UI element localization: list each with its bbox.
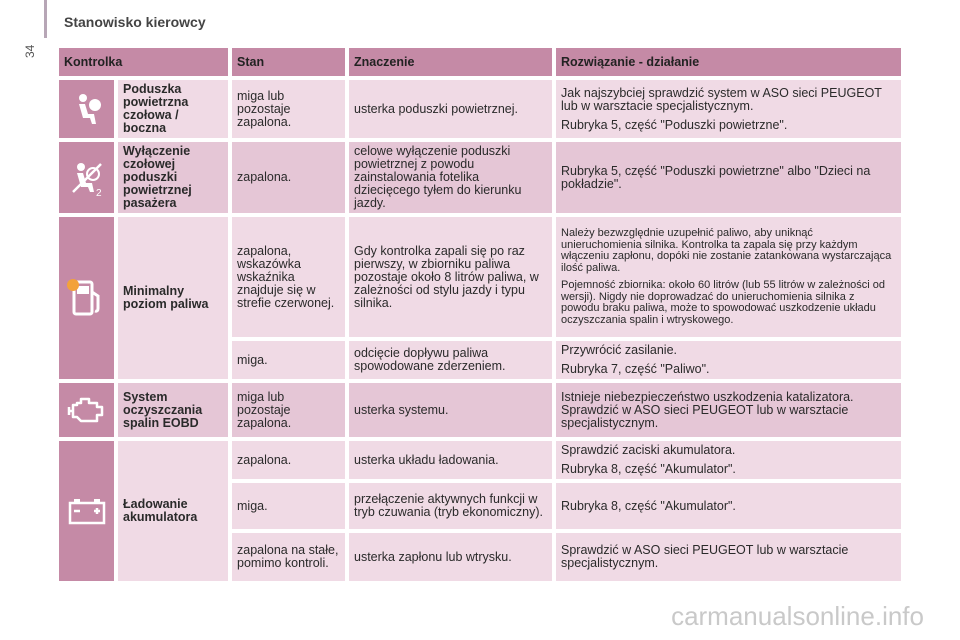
action-cell: Sprawdzić w ASO sieci PEUGEOT lub w warsztacie specjalistycznym. (554, 531, 903, 583)
action-text: Rubryka 5, część "Poduszki powietrzne". (561, 117, 788, 132)
table-row (57, 215, 903, 339)
column-header: Rozwiązanie - działanie (554, 46, 903, 78)
engine-check-icon (64, 395, 109, 425)
column-header: Znaczenie (347, 46, 554, 78)
light-name: Ładowanie akumulatora (116, 439, 230, 583)
action-cell: Istnieje niebezpieczeństwo uszkodzenia katalizatora. Sprawdzić w ASO sieci PEUGEOT lub w warsztacie specjalistycznym. (554, 381, 903, 439)
table-row (57, 381, 903, 439)
meaning-cell: usterka systemu. (347, 381, 554, 439)
side-bar (44, 0, 47, 38)
icon-cell (57, 439, 116, 583)
action-cell (554, 339, 903, 381)
state-cell: miga lub pozostaje zapalona. (230, 381, 347, 439)
meaning-cell: usterka zapłonu lub wtrysku. (347, 531, 554, 583)
meaning-cell: usterka układu ładowania. (347, 439, 554, 481)
meaning-cell: odcięcie dopływu paliwa spowodowane zderzeniem. (347, 339, 554, 381)
column-header: Kontrolka (57, 46, 230, 78)
airbag-icon (64, 91, 109, 127)
svg-text:2: 2 (95, 187, 102, 197)
table-row (57, 140, 903, 215)
action-cell (554, 439, 903, 481)
airbag-off-icon (64, 159, 109, 197)
light-name: Minimalny poziom paliwa (116, 215, 230, 381)
state-cell: zapalona na stałe, pomimo kontroli. (230, 531, 347, 583)
icon-cell (57, 78, 116, 140)
icon-cell (57, 140, 116, 215)
action-text: Należy bezwzględnie uzupełnić paliwo, aby uniknąć unieruchomienia silnika. Kontrolka ta zapala się przy każdym włączeniu zapłonu, dopóki nie zostanie zatankowana wystarczająca ilość paliwa. (561, 227, 892, 274)
action-text: Sprawdzić zaciski akumulatora. (561, 443, 736, 457)
icon-cell (57, 381, 116, 439)
light-name: Wyłączenie czołowej poduszki powietrznej pasażera (116, 140, 230, 215)
action-cell (554, 78, 903, 140)
page-number: 34 (23, 44, 37, 58)
action-cell (554, 215, 903, 339)
page-title: Stanowisko kierowcy (64, 14, 206, 30)
warning-dot-icon (67, 279, 79, 291)
column-header: Stan (230, 46, 347, 78)
light-name: System oczyszczania spalin EOBD (116, 381, 230, 439)
warning-lights-table (57, 46, 903, 583)
icon-cell (57, 215, 116, 381)
action-cell: Rubryka 8, część "Akumulator". (554, 481, 903, 531)
state-cell: miga. (230, 339, 347, 381)
state-cell: miga lub pozostaje zapalona. (230, 78, 347, 140)
action-text: Rubryka 8, część "Akumulator". (561, 462, 736, 476)
action-cell: Rubryka 5, część "Poduszki powietrzne" albo "Dzieci na pokładzie". (554, 140, 903, 215)
action-text: Pojemność zbiornika: około 60 litrów (lub 55 litrów w zależności od wersji). Nigdy nie doprowadzać do unieruchomienia silnika z powodu braku paliwa, może to spowodować uszkodzenie układu oczyszczania spalin i wtryskowego. (561, 279, 886, 326)
action-text: Rubryka 7, część "Paliwo". (561, 362, 710, 376)
meaning-cell: przełączenie aktywnych funkcji w tryb czuwania (tryb ekonomiczny). (347, 481, 554, 531)
meaning-cell: Gdy kontrolka zapali się po raz pierwszy, w zbiorniku paliwa pozostaje około 8 litrów paliwa, w zależności od stylu jazdy i typu silnika. (347, 215, 554, 339)
light-name: Poduszka powietrzna czołowa / boczna (116, 78, 230, 140)
meaning-cell: celowe wyłączenie poduszki powietrznej z powodu zainstalowania fotelika dziecięcego tyłem do kierunku jazdy. (347, 140, 554, 215)
action-text: Jak najszybciej sprawdzić system w ASO sieci PEUGEOT lub w warsztacie specjalistycznym. (561, 85, 882, 113)
table-row (57, 78, 903, 140)
table-header-row (57, 46, 903, 78)
meaning-cell: usterka poduszki powietrznej. (347, 78, 554, 140)
battery-icon (64, 497, 109, 525)
state-cell: zapalona. (230, 140, 347, 215)
table-row (57, 439, 903, 481)
action-text: Przywrócić zasilanie. (561, 343, 678, 357)
state-cell: zapalona. (230, 439, 347, 481)
watermark: carmanualsonline.info (671, 601, 924, 631)
state-cell: zapalona, wskazówka wskaźnika znajduje się w strefie czerwonej. (230, 215, 347, 339)
state-cell: miga. (230, 481, 347, 531)
